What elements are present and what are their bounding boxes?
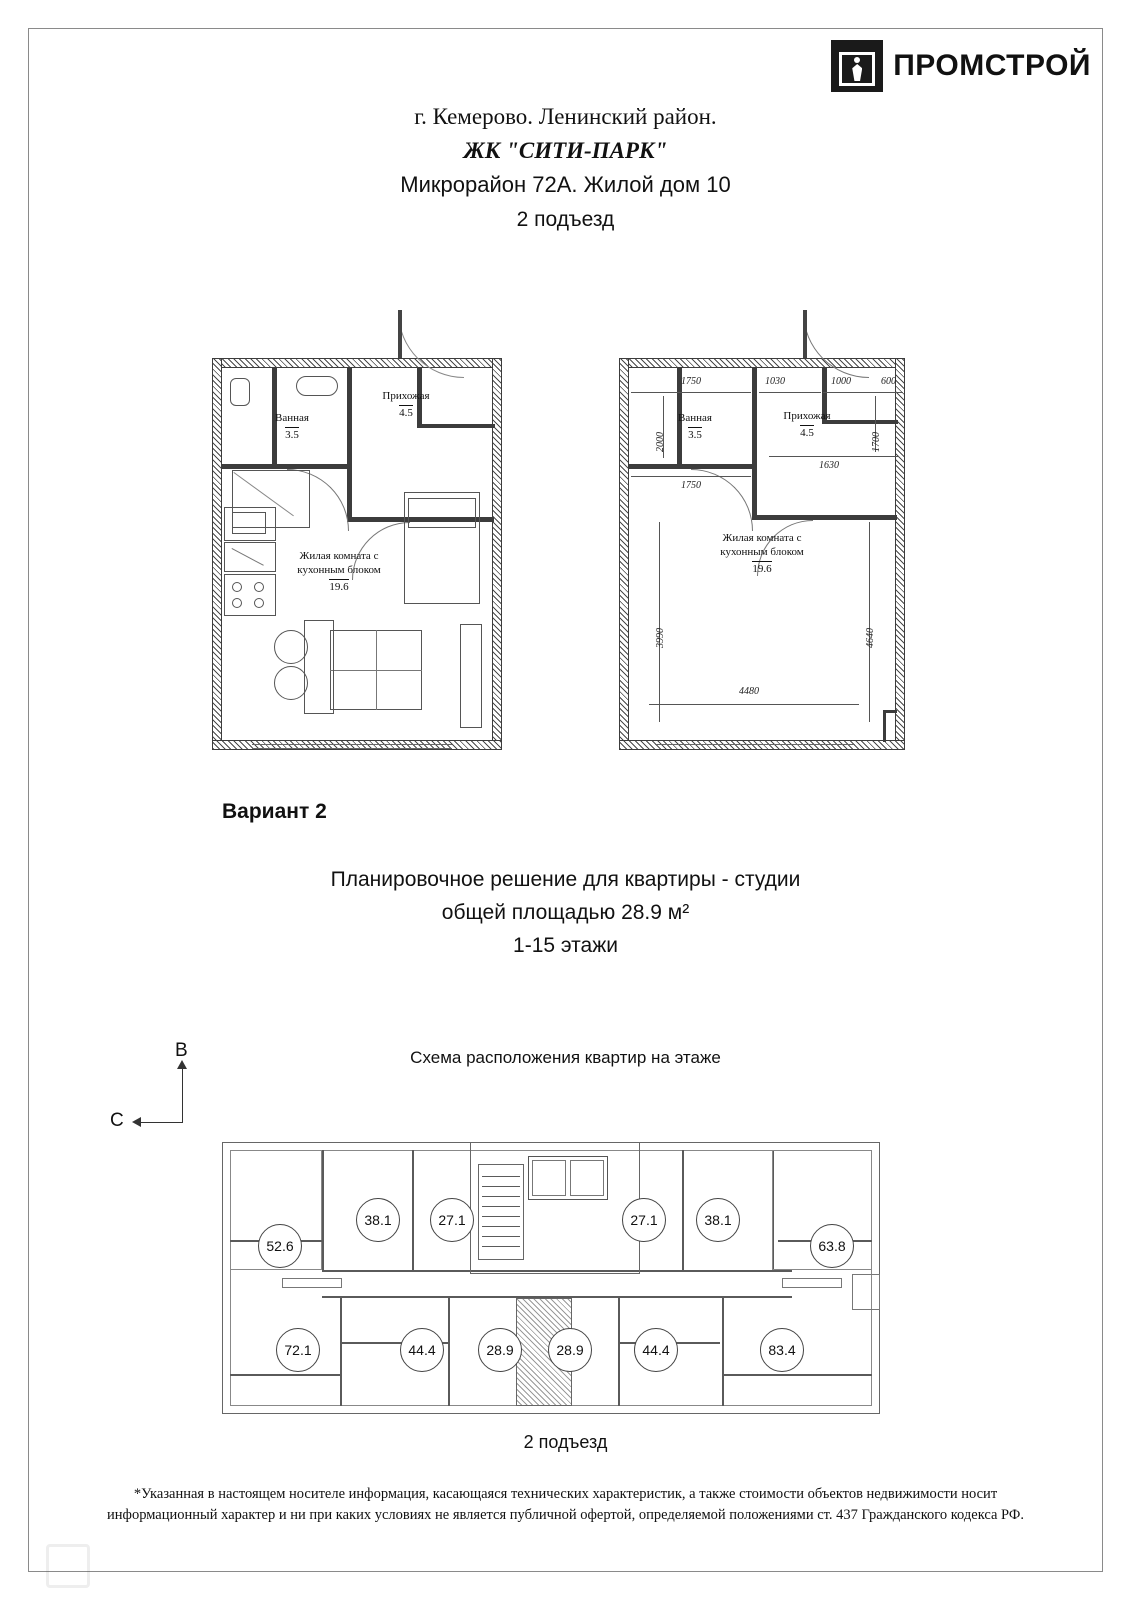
- entrance-label: 2 подъезд: [523, 1432, 608, 1452]
- dim-mid-2: 1630: [819, 460, 839, 471]
- dim-line-mid-2: [769, 456, 899, 457]
- hall-area: 4.5: [800, 426, 814, 439]
- summary-line-3: 1-15 этажи: [513, 934, 618, 957]
- bath-door-swing-icon: [691, 469, 753, 531]
- wall-right: [492, 358, 502, 750]
- variant-label: Вариант 2: [222, 800, 327, 823]
- stove-burner-1: [232, 582, 242, 592]
- dim-left-1: 2000: [655, 432, 666, 452]
- summary-line-2: общей площадью 28.9 м²: [441, 901, 690, 924]
- bath-label: [260, 412, 324, 443]
- logo-figure-icon: [852, 57, 862, 81]
- hall-area: 4.5: [399, 406, 413, 419]
- living-name-2: кухонным блоком: [297, 563, 381, 576]
- living-area: 19.6: [752, 562, 772, 575]
- dim-top-4: 600: [881, 376, 896, 387]
- compass-label-up: В: [175, 1040, 188, 1061]
- area-badge: 28.9: [548, 1328, 592, 1372]
- watermark: [46, 1540, 286, 1586]
- hall-label: [771, 410, 843, 441]
- area-badge: 83.4: [760, 1328, 804, 1372]
- living-label: [264, 550, 414, 594]
- dim-right-2: 4640: [865, 628, 876, 648]
- window-bottom-2: [252, 748, 452, 749]
- bath-label: [663, 412, 727, 443]
- compass-arrow-left-icon: [132, 1117, 141, 1127]
- area-badge: 44.4: [634, 1328, 678, 1372]
- company-logo: [831, 40, 1091, 92]
- chair-icon-2: [274, 666, 308, 700]
- window-bottom: [252, 744, 452, 745]
- dim-top-3: 1000: [831, 376, 851, 387]
- table-icon: [304, 620, 334, 714]
- living-name-2: кухонным блоком: [720, 545, 804, 558]
- entry-door-swing-icon: [398, 312, 464, 378]
- partition-closet-b: [417, 424, 495, 428]
- legal-disclaimer: [70, 1484, 1061, 1526]
- area-badge: 38.1: [696, 1198, 740, 1242]
- entry-door-swing-icon: [803, 312, 869, 378]
- stove-burner-2: [254, 582, 264, 592]
- hall-name: Прихожая: [783, 410, 831, 422]
- dim-left-2: 3990: [655, 628, 666, 648]
- living-name-1: Жилая комната с: [722, 532, 802, 544]
- bath-area: 3.5: [688, 428, 702, 441]
- wardrobe-icon: [460, 624, 482, 728]
- dim-mid-1: 1750: [681, 480, 701, 491]
- elevator-1: [532, 1160, 566, 1196]
- summary-block: [0, 868, 1131, 958]
- wall-left: [212, 358, 222, 750]
- stove-burner-3: [232, 598, 242, 608]
- living-area: 19.6: [329, 580, 349, 593]
- entry-door-leaf: [803, 310, 807, 358]
- toilet-icon: [230, 378, 250, 406]
- kitchen-sink-bowl: [232, 512, 266, 534]
- partition-hall-left-2: [347, 464, 352, 522]
- window-bottom: [655, 744, 855, 745]
- dim-line-left-v2: [659, 522, 660, 722]
- scheme-title: Схема расположения квартир на этаже: [410, 1048, 721, 1067]
- area-badge: 27.1: [622, 1198, 666, 1242]
- dim-line-mid-1: [631, 476, 751, 477]
- living-label: [677, 532, 847, 576]
- wall-right: [895, 358, 905, 750]
- sofa-split-v: [376, 630, 377, 710]
- living-name-1: Жилая комната с: [299, 550, 379, 562]
- title-block: [0, 104, 1131, 232]
- floor-layout-scheme: [222, 1128, 882, 1418]
- header-complex: ЖК "СИТИ-ПАРК": [463, 138, 668, 163]
- bed-pillow: [408, 498, 476, 528]
- dim-top-2: 1030: [765, 376, 785, 387]
- compass: [110, 1040, 230, 1140]
- area-badge: 27.1: [430, 1198, 474, 1242]
- hall-name: Прихожая: [382, 390, 430, 402]
- header-city: г. Кемерово. Ленинский район.: [414, 104, 717, 129]
- area-badge: 44.4: [400, 1328, 444, 1372]
- compass-label-north: С: [110, 1110, 124, 1131]
- area-badge: 63.8: [810, 1224, 854, 1268]
- chair-icon-1: [274, 630, 308, 664]
- entry-door-leaf: [398, 310, 402, 358]
- disclaimer-line-2: информационный характер и ни при каких условиях не является публичной офертой, определяемой положениями ст. 437 Гражданского кодекса РФ.: [107, 1507, 1024, 1524]
- wall-bottom: [619, 740, 905, 750]
- apartment-plan-dimensioned: [619, 352, 905, 750]
- dim-line-top-2: [759, 392, 821, 393]
- elevator-2: [570, 1160, 604, 1196]
- dim-right-1: 1700: [871, 432, 882, 452]
- header-entrance: 2 подъезд: [516, 208, 615, 231]
- niche-mark-2: [883, 710, 886, 742]
- company-name: ПРОМСТРОЙ: [893, 49, 1091, 82]
- area-badge: 52.6: [258, 1224, 302, 1268]
- stove-burner-4: [254, 598, 264, 608]
- partition-hall-left: [752, 368, 757, 520]
- apartment-plan-furnished: [212, 352, 502, 750]
- sink-icon: [296, 376, 338, 396]
- bath-name: Ванная: [678, 412, 712, 424]
- dim-bottom-1: 4480: [739, 686, 759, 697]
- area-badge: 28.9: [478, 1328, 522, 1372]
- hall-label: [370, 390, 442, 421]
- header-building: Микрорайон 72А. Жилой дом 10: [400, 172, 731, 197]
- wall-left: [619, 358, 629, 750]
- bath-area: 3.5: [285, 428, 299, 441]
- partition-hall-bottom: [757, 515, 897, 520]
- area-badge: 72.1: [276, 1328, 320, 1372]
- area-badge: 38.1: [356, 1198, 400, 1242]
- dim-line-top-4: [885, 392, 903, 393]
- dim-line-bottom: [649, 704, 859, 705]
- promstroy-mark-icon: [831, 40, 883, 92]
- dim-top-1: 1750: [681, 376, 701, 387]
- dim-line-top-1: [631, 392, 751, 393]
- dim-line-top-3: [823, 392, 885, 393]
- bath-name: Ванная: [275, 412, 309, 424]
- dim-line-right-v2: [869, 522, 870, 722]
- partition-hall-left: [347, 368, 352, 464]
- disclaimer-line-1: *Указанная в настоящем носителе информация, касающаяся технических характеристик, а также стоимости объектов недвижимости носит: [133, 1486, 998, 1502]
- summary-line-1: Планировочное решение для квартиры - студии: [330, 868, 801, 891]
